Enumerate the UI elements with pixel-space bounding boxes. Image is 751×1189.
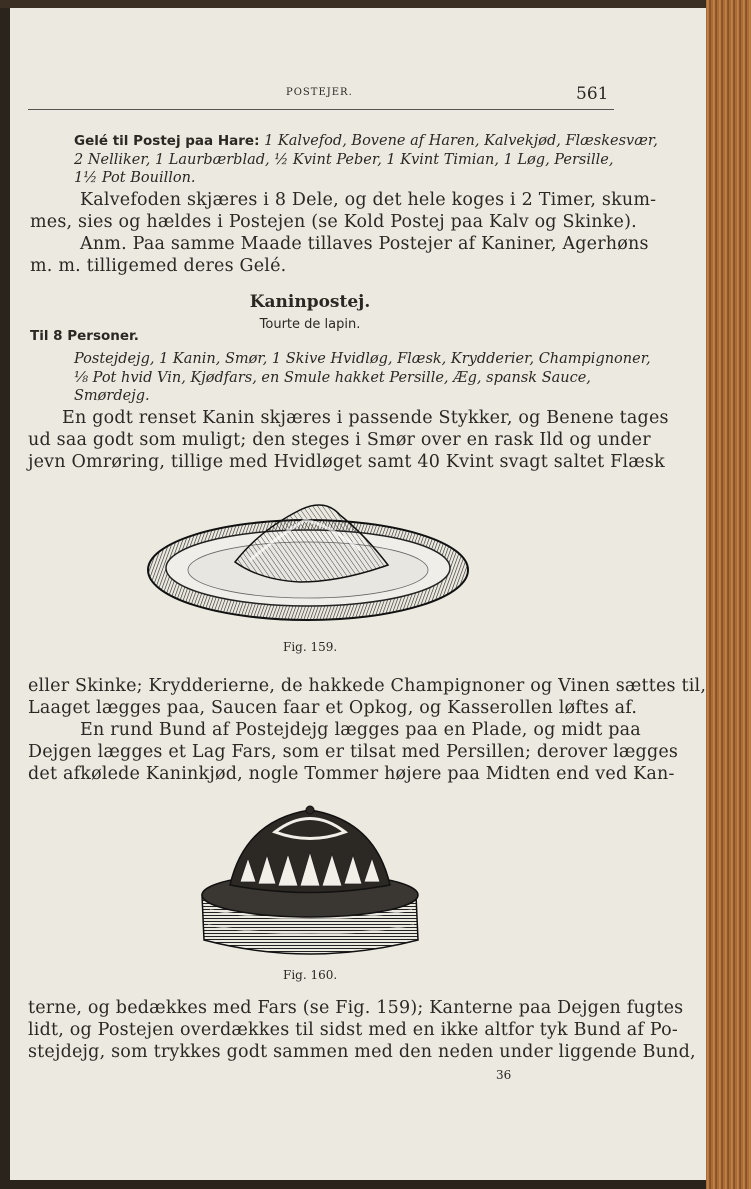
para3-line-3: En rund Bund af Postejdejg lægges paa en Plade, og midt paa bbox=[80, 720, 641, 740]
header-rule bbox=[28, 109, 614, 110]
gele-ingredients-text: 1 Kalvefod, Bovene af Haren, Kalvekjød, Flæskesvær, bbox=[259, 133, 658, 149]
para2-line-3: jevn Omrøring, tillige med Hvidløget samt 40 Kvint svagt saltet Flæsk bbox=[28, 452, 665, 472]
para3-line-1: eller Skinke; Krydderierne, de hakkede Champignoner og Vinen sættes til, bbox=[28, 676, 707, 696]
para4-line-2: lidt, og Postejen overdækkes til sidst med en ikke altfor tyk Bund af Po- bbox=[28, 1020, 678, 1040]
gele-ingredients-line-2: 2 Nelliker, 1 Laurbærblad, ½ Kvint Peber, 1 Kvint Timian, 1 Løg, Persille, bbox=[74, 152, 614, 168]
recipe-title: Kaninpostej. bbox=[249, 292, 371, 312]
para1-line-2: mes, sies og hældes i Postejen (se Kold Postej paa Kalv og Skinke). bbox=[30, 212, 637, 232]
para2-line-1: En godt renset Kanin skjæres i passende Stykker, og Benene tages bbox=[62, 408, 669, 428]
gele-ingredients-line-3: 1½ Pot Bouillon. bbox=[74, 170, 196, 186]
page-number: 561 bbox=[576, 84, 609, 104]
para2-line-2: ud saa godt som muligt; den steges i Smør over en rask Ild og under bbox=[28, 430, 651, 450]
running-title: POSTEJER. bbox=[286, 87, 353, 98]
gele-ingredients-line-1 bbox=[74, 133, 658, 149]
fig-160-covered-pie-illustration bbox=[190, 800, 430, 965]
gele-label: Gelé til Postej paa Hare: bbox=[74, 133, 260, 149]
para1-line-1: Kalvefoden skjæres i 8 Dele, og det hele koges i 2 Timer, skum- bbox=[80, 190, 657, 210]
recipe-ingredients-line-2: ⅛ Pot hvid Vin, Kjødfars, en Smule hakket Persille, Æg, spansk Sauce, bbox=[74, 370, 591, 386]
anm-line-1: Anm. Paa samme Maade tillaves Postejer af Kaniner, Agerhøns bbox=[80, 234, 649, 254]
fig-160-caption: Fig. 160. bbox=[283, 968, 338, 982]
recipe-ingredients-line-3: Smørdejg. bbox=[74, 388, 150, 404]
book-spine-edge bbox=[706, 0, 751, 1189]
para4-line-3: stejdejg, som trykkes godt sammen med den neden under liggende Bund, bbox=[28, 1042, 696, 1062]
recipe-subtitle: Tourte de lapin. bbox=[259, 317, 361, 332]
para3-line-2: Laaget lægges paa, Saucen faar et Opkog, og Kasserollen løftes af. bbox=[28, 698, 638, 718]
recipe-serves: Til 8 Personer. bbox=[30, 328, 139, 344]
signature-mark: 36 bbox=[496, 1068, 512, 1082]
fig-159-caption: Fig. 159. bbox=[283, 640, 338, 654]
top-shadow bbox=[0, 0, 751, 8]
para3-line-4: Dejgen lægges et Lag Fars, som er tilsat med Persillen; derover lægges bbox=[28, 742, 679, 762]
anm-line-2: m. m. tilligemed deres Gelé. bbox=[30, 256, 287, 276]
fig-159-rabbit-pie-on-platter-illustration bbox=[140, 490, 480, 630]
recipe-ingredients-line-1: Postejdejg, 1 Kanin, Smør, 1 Skive Hvidløg, Flæsk, Krydderier, Champignoner, bbox=[74, 351, 651, 367]
para4-line-1: terne, og bedækkes med Fars (se Fig. 159); Kanterne paa Dejgen fugtes bbox=[28, 998, 684, 1018]
para3-line-5: det afkølede Kaninkjød, nogle Tommer højere paa Midten end ved Kan- bbox=[28, 764, 675, 784]
